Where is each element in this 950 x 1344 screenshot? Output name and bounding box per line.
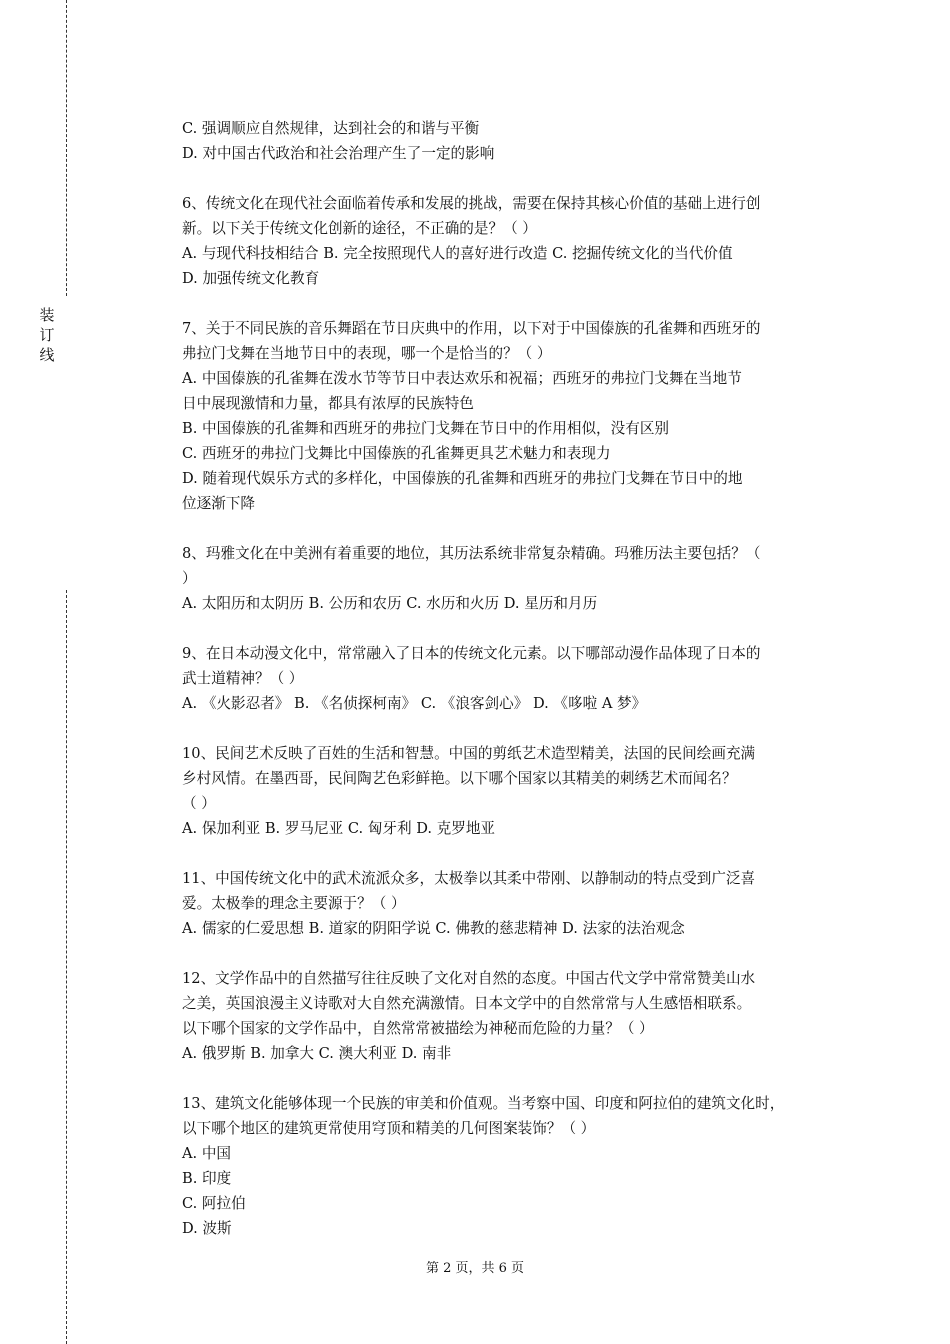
- option-line: D. 随着现代娱乐方式的多样化，中国傣族的孔雀舞和西班牙的弗拉门戈舞在节日中的地: [182, 470, 743, 487]
- stem-line: 6、传统文化在现代社会面临着传承和发展的挑战，需要在保持其核心价值的基础上进行创: [182, 195, 761, 212]
- stem-line: ）: [182, 570, 197, 587]
- stem-line: 以下哪个地区的建筑更常使用穹顶和精美的几何图案装饰？（ ）: [182, 1120, 596, 1137]
- question-12: [182, 966, 842, 1066]
- stem-line: 乡村风情。在墨西哥，民间陶艺色彩鲜艳。以下哪个国家以其精美的刺绣艺术而闻名？: [182, 770, 737, 787]
- option-line: A. 儒家的仁爱思想 B. 道家的阴阳学说 C. 佛教的慈悲精神 D. 法家的法治观念: [182, 920, 685, 937]
- option-line: D. 波斯: [182, 1220, 232, 1237]
- binding-char: 订: [39, 326, 55, 344]
- option-line: 日中展现激情和力量，都具有浓厚的民族特色: [182, 395, 474, 412]
- option-line: A. 中国: [182, 1145, 232, 1162]
- option-line: B. 印度: [182, 1170, 232, 1187]
- stem-line: 10、民间艺术反映了百姓的生活和智慧。中国的剪纸艺术造型精美，法国的民间绘画充满: [182, 745, 756, 762]
- question-8: [182, 541, 842, 616]
- binding-label: [38, 305, 56, 365]
- stem-line: （ ）: [182, 795, 216, 812]
- binding-char: 线: [39, 346, 55, 364]
- stem-line: 7、关于不同民族的音乐舞蹈在节日庆典中的作用，以下对于中国傣族的孔雀舞和西班牙的: [182, 320, 761, 337]
- stem-line: 8、玛雅文化在中美洲有着重要的地位，其历法系统非常复杂精确。玛雅历法主要包括？（: [182, 545, 761, 562]
- binding-dashed-line-top: [66, 0, 67, 296]
- stem-line: 以下哪个国家的文学作品中，自然常常被描绘为神秘而危险的力量？（ ）: [182, 1020, 654, 1037]
- page-footer: 第 2 页，共 6 页: [425, 1261, 525, 1276]
- option-line: B. 中国傣族的孔雀舞和西班牙的弗拉门戈舞在节日中的作用相似，没有区别: [182, 420, 670, 437]
- question-content: [182, 116, 842, 1241]
- question-10: [182, 741, 842, 841]
- stem-line: 9、在日本动漫文化中，常常融入了日本的传统文化元素。以下哪部动漫作品体现了日本的: [182, 645, 761, 662]
- stem-line: 新。以下关于传统文化创新的途径，不正确的是？（ ）: [182, 220, 537, 237]
- stem-line: 11、中国传统文化中的武术流派众多，太极拳以其柔中带刚、以静制动的特点受到广泛喜: [182, 870, 756, 887]
- stem-line: 13、建筑文化能够体现一个民族的审美和价值观。当考察中国、印度和阿拉伯的建筑文化时，: [182, 1095, 785, 1112]
- option-line: D. 对中国古代政治和社会治理产生了一定的影响: [182, 145, 495, 162]
- question-9: [182, 641, 842, 716]
- option-line: A. 保加利亚 B. 罗马尼亚 C. 匈牙利 D. 克罗地亚: [182, 820, 496, 837]
- question-11: [182, 866, 842, 941]
- stem-line: 12、文学作品中的自然描写往往反映了文化对自然的态度。中国古代文学中常常赞美山水: [182, 970, 756, 987]
- stem-line: 爱。太极拳的理念主要源于？（ ）: [182, 895, 406, 912]
- option-line: 位逐渐下降: [182, 495, 255, 512]
- option-line: A. 《火影忍者》 B. 《名侦探柯南》 C. 《浪客剑心》 D. 《哆啦 A 梦》: [182, 695, 647, 712]
- stem-line: 之美，英国浪漫主义诗歌对大自然充满激情。日本文学中的自然常常与人生感悟相联系。: [182, 995, 752, 1012]
- question-13: [182, 1091, 842, 1241]
- binding-char: 装: [39, 306, 55, 324]
- stem-line: 武士道精神？（ ）: [182, 670, 304, 687]
- option-line: C. 强调顺应自然规律，达到社会的和谐与平衡: [182, 120, 480, 137]
- option-line: D. 加强传统文化教育: [182, 270, 320, 287]
- option-line: A. 太阳历和太阴历 B. 公历和农历 C. 水历和火历 D. 星历和月历: [182, 595, 598, 612]
- option-line: A. 中国傣族的孔雀舞在泼水节等节日中表达欢乐和祝福；西班牙的弗拉门戈舞在当地节: [182, 370, 742, 387]
- question-6: [182, 191, 842, 291]
- stem-line: 弗拉门戈舞在当地节日中的表现，哪一个是恰当的？（ ）: [182, 345, 552, 362]
- binding-dashed-line-bottom: [66, 590, 67, 1344]
- prev-question-tail: [182, 116, 842, 166]
- option-line: C. 阿拉伯: [182, 1195, 246, 1212]
- option-line: A. 俄罗斯 B. 加拿大 C. 澳大利亚 D. 南非: [182, 1045, 452, 1062]
- option-line: C. 西班牙的弗拉门戈舞比中国傣族的孔雀舞更具艺术魅力和表现力: [182, 445, 611, 462]
- option-line: A. 与现代科技相结合 B. 完全按照现代人的喜好进行改造 C. 挖掘传统文化的当代价值: [182, 245, 733, 262]
- question-7: [182, 316, 842, 516]
